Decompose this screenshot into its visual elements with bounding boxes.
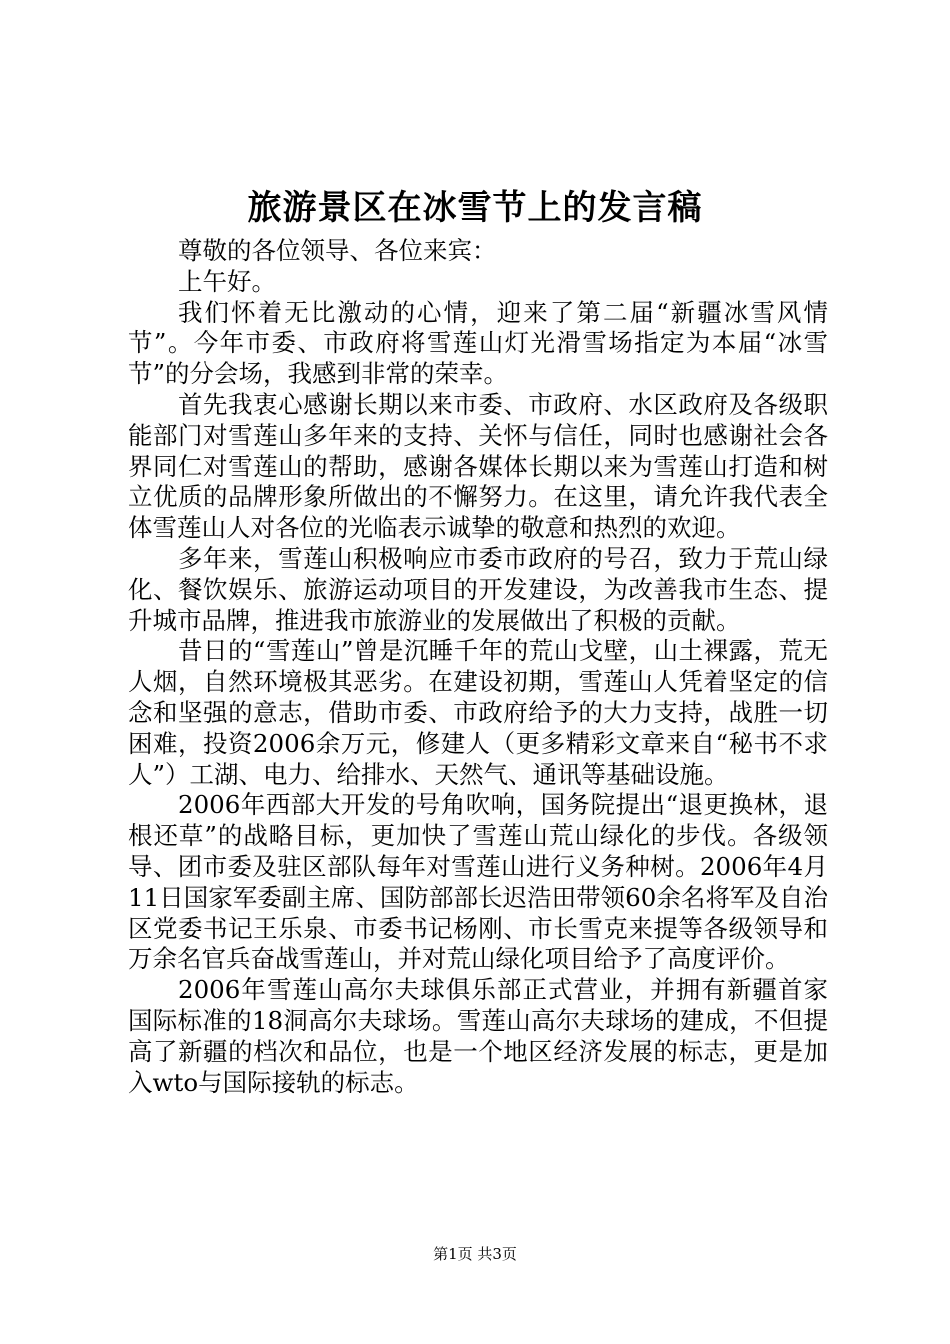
body-paragraph: 2006年西部大开发的号角吹响，国务院提出“退更换林，退根还草”的战略目标，更加快了雪莲山荒山绿化的步伐。各级领导、团市委及驻区部队每年对雪莲山进行义务种树。2006年4月11日国家军委副主席、国防部部长迟浩田带领60余名将军及自治区党委书记王乐泉、市委书记杨刚、市长雪克来提等各级领导和万余名官兵奋战雪莲山，并对荒山绿化项目给予了高度评价。 xyxy=(128,790,828,974)
body-paragraph: 我们怀着无比激动的心情，迎来了第二届“新疆冰雪风情节”。今年市委、市政府将雪莲山灯光滑雪场指定为本届“冰雪节”的分会场，我感到非常的荣幸。 xyxy=(128,297,828,389)
salutation-paragraph: 尊敬的各位领导、各位来宾： xyxy=(178,236,497,265)
page-footer: 第1页 共3页 xyxy=(433,1245,517,1263)
body-paragraph: 多年来，雪莲山积极响应市委市政府的号召，致力于荒山绿化、餐饮娱乐、旅游运动项目的开发建设，为改善我市生态、提升城市品牌，推进我市旅游业的发展做出了积极的贡献。 xyxy=(128,543,828,635)
body-paragraph: 首先我衷心感谢长期以来市委、市政府、水区政府及各级职能部门对雪莲山多年来的支持、关怀与信任，同时也感谢社会各界同仁对雪莲山的帮助，感谢各媒体长期以来为雪莲山打造和树立优质的品牌形象所做出的不懈努力。在这里，请允许我代表全体雪莲山人对各位的光临表示诚挚的敬意和热烈的欢迎。 xyxy=(128,389,828,543)
document-title: 旅游景区在冰雪节上的发言稿 xyxy=(247,188,703,228)
greeting-paragraph: 上午好。 xyxy=(178,266,276,296)
body-paragraph: 昔日的“雪莲山”曾是沉睡千年的荒山戈壁，山土裸露，荒无人烟，自然环境极其恶劣。在建设初期，雪莲山人凭着坚定的信念和坚强的意志，借助市委、市政府给予的大力支持，战胜一切困难，投资2006余万元，修建人（更多精彩文章来自“秘书不求人”）工湖、电力、给排水、天然气、通讯等基础设施。 xyxy=(128,636,828,789)
document-body xyxy=(128,236,828,1098)
body-paragraph: 2006年雪莲山高尔夫球俱乐部正式营业，并拥有新疆首家国际标准的18洞高尔夫球场。雪莲山高尔夫球场的建成，不但提高了新疆的档次和品位，也是一个地区经济发展的标志，更是加入wto与国际接轨的标志。 xyxy=(128,975,828,1097)
